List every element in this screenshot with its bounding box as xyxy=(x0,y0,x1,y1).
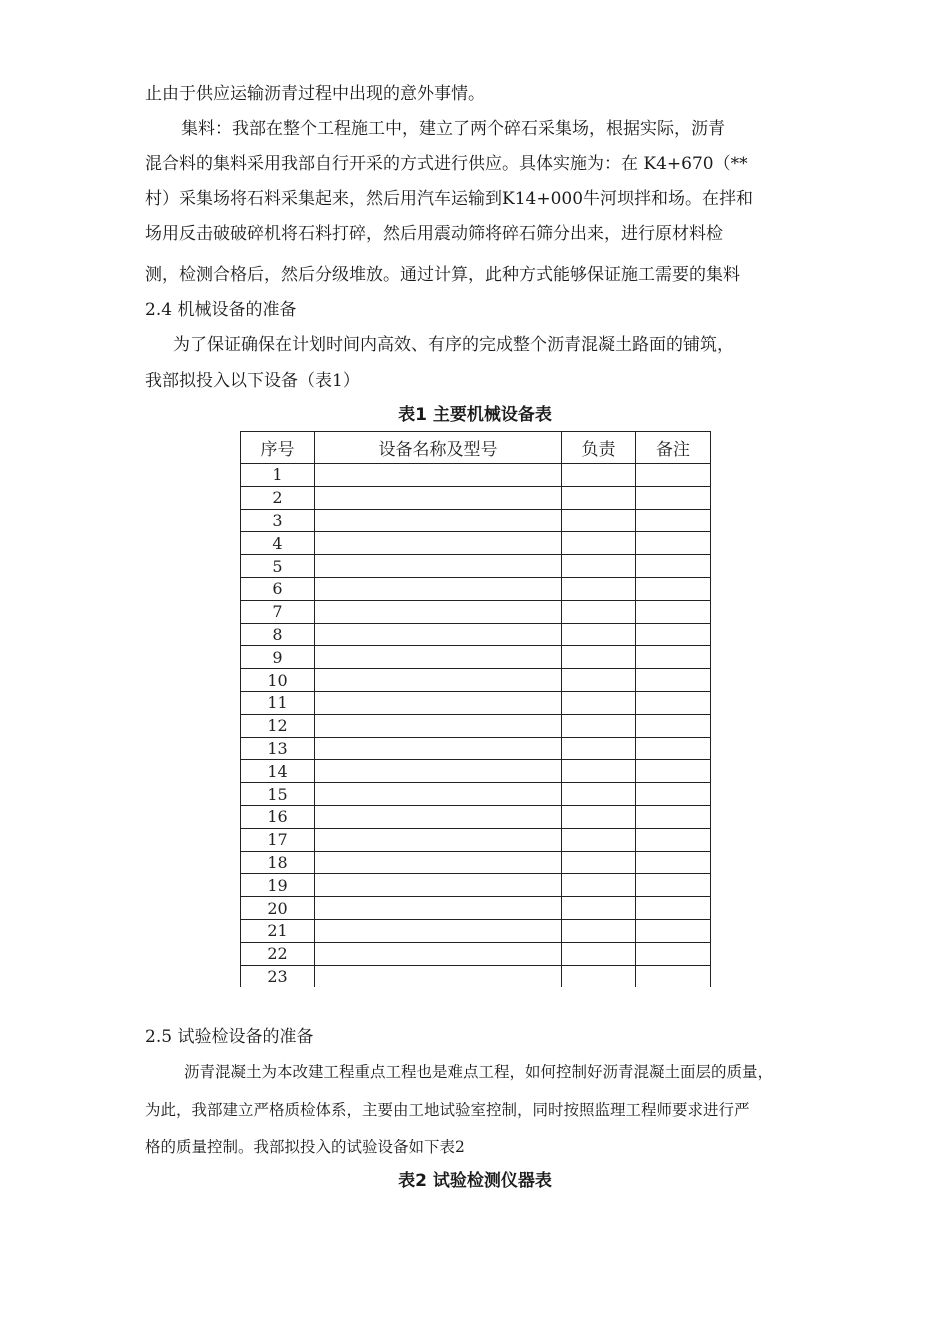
responsible-cell xyxy=(562,828,636,851)
table-row xyxy=(241,577,711,600)
remarks-cell xyxy=(636,783,711,806)
remarks-cell xyxy=(636,646,711,669)
responsible-cell xyxy=(562,509,636,532)
responsible-cell xyxy=(562,805,636,828)
responsible-cell xyxy=(562,874,636,897)
remarks-cell xyxy=(636,600,711,623)
equipment-table xyxy=(240,431,711,987)
remarks-cell xyxy=(636,897,711,920)
row-index-cell: 2 xyxy=(241,486,315,509)
responsible-cell xyxy=(562,851,636,874)
row-index-cell: 13 xyxy=(241,737,315,760)
table-row xyxy=(241,600,711,623)
row-index-cell: 7 xyxy=(241,600,315,623)
equipment-name-cell xyxy=(315,464,562,487)
header-responsible: 负责 xyxy=(562,432,636,464)
table-row xyxy=(241,919,711,942)
row-index-cell: 8 xyxy=(241,623,315,646)
table-row xyxy=(241,464,711,487)
responsible-cell xyxy=(562,532,636,555)
remarks-cell xyxy=(636,623,711,646)
remarks-cell xyxy=(636,509,711,532)
paragraph-line: 为此，我部建立严格质检体系，主要由工地试验室控制，同时按照监理工程师要求进行严 xyxy=(145,1101,750,1119)
responsible-cell xyxy=(562,919,636,942)
remarks-cell xyxy=(636,919,711,942)
paragraph-line: 格的质量控制。我部拟投入的试验设备如下表2 xyxy=(145,1138,465,1156)
equipment-name-cell xyxy=(315,486,562,509)
equipment-name-cell xyxy=(315,965,562,987)
row-index-cell: 12 xyxy=(241,714,315,737)
remarks-cell xyxy=(636,828,711,851)
equipment-name-cell xyxy=(315,828,562,851)
paragraph-line: 我部拟投入以下设备（表1） xyxy=(145,371,360,391)
remarks-cell xyxy=(636,714,711,737)
remarks-cell xyxy=(636,555,711,578)
table-body xyxy=(241,464,711,988)
paragraph-line: 沥青混凝土为本改建工程重点工程也是难点工程，如何控制好沥青混凝土面层的质量， xyxy=(184,1063,774,1081)
remarks-cell xyxy=(636,691,711,714)
table-row xyxy=(241,828,711,851)
table-row xyxy=(241,486,711,509)
section-heading: 2.5 试验检设备的准备 xyxy=(145,1027,314,1047)
equipment-name-cell xyxy=(315,509,562,532)
remarks-cell xyxy=(636,805,711,828)
responsible-cell xyxy=(562,737,636,760)
row-index-cell: 19 xyxy=(241,874,315,897)
paragraph-line: 混合料的集料采用我部自行开采的方式进行供应。具体实施为：在 K4+670（** xyxy=(145,154,748,174)
responsible-cell xyxy=(562,669,636,692)
row-index-cell: 5 xyxy=(241,555,315,578)
equipment-name-cell xyxy=(315,623,562,646)
table-row xyxy=(241,760,711,783)
responsible-cell xyxy=(562,555,636,578)
table-row xyxy=(241,691,711,714)
equipment-name-cell xyxy=(315,691,562,714)
row-index-cell: 4 xyxy=(241,532,315,555)
responsible-cell xyxy=(562,486,636,509)
responsible-cell xyxy=(562,464,636,487)
equipment-name-cell xyxy=(315,577,562,600)
equipment-name-cell xyxy=(315,805,562,828)
header-index: 序号 xyxy=(241,432,315,464)
equipment-name-cell xyxy=(315,942,562,965)
paragraph-line: 场用反击破破碎机将石料打碎，然后用震动筛将碎石筛分出来，进行原材料检 xyxy=(145,224,723,244)
row-index-cell: 3 xyxy=(241,509,315,532)
equipment-name-cell xyxy=(315,851,562,874)
equipment-name-cell xyxy=(315,783,562,806)
table-row xyxy=(241,805,711,828)
row-index-cell: 18 xyxy=(241,851,315,874)
paragraph-line: 村）采集场将石料采集起来，然后用汽车运输到K14+000牛河坝拌和场。在拌和 xyxy=(145,189,754,209)
paragraph-line: 止由于供应运输沥青过程中出现的意外事情。 xyxy=(145,84,485,104)
table-row xyxy=(241,714,711,737)
table-row xyxy=(241,532,711,555)
equipment-name-cell xyxy=(315,714,562,737)
table-row xyxy=(241,555,711,578)
row-index-cell: 21 xyxy=(241,919,315,942)
table-row xyxy=(241,623,711,646)
remarks-cell xyxy=(636,760,711,783)
header-equipment-name: 设备名称及型号 xyxy=(315,432,562,464)
row-index-cell: 17 xyxy=(241,828,315,851)
row-index-cell: 20 xyxy=(241,897,315,920)
equipment-name-cell xyxy=(315,532,562,555)
remarks-cell xyxy=(636,464,711,487)
table-row xyxy=(241,783,711,806)
equipment-name-cell xyxy=(315,555,562,578)
table-row xyxy=(241,965,711,987)
table-header-row xyxy=(241,432,711,464)
table-row xyxy=(241,942,711,965)
remarks-cell xyxy=(636,737,711,760)
table-caption: 表1 主要机械设备表 xyxy=(398,405,552,425)
remarks-cell xyxy=(636,486,711,509)
responsible-cell xyxy=(562,942,636,965)
remarks-cell xyxy=(636,851,711,874)
equipment-name-cell xyxy=(315,919,562,942)
table-row xyxy=(241,509,711,532)
equipment-name-cell xyxy=(315,874,562,897)
equipment-name-cell xyxy=(315,897,562,920)
row-index-cell: 15 xyxy=(241,783,315,806)
table-row xyxy=(241,851,711,874)
responsible-cell xyxy=(562,691,636,714)
row-index-cell: 9 xyxy=(241,646,315,669)
paragraph-line: 集料：我部在整个工程施工中，建立了两个碎石采集场，根据实际，沥青 xyxy=(181,119,725,139)
row-index-cell: 16 xyxy=(241,805,315,828)
responsible-cell xyxy=(562,965,636,987)
responsible-cell xyxy=(562,577,636,600)
responsible-cell xyxy=(562,783,636,806)
header-remarks: 备注 xyxy=(636,432,711,464)
equipment-name-cell xyxy=(315,737,562,760)
section-heading: 2.4 机械设备的准备 xyxy=(145,300,297,320)
remarks-cell xyxy=(636,942,711,965)
table-row xyxy=(241,669,711,692)
remarks-cell xyxy=(636,874,711,897)
remarks-cell xyxy=(636,532,711,555)
table-row xyxy=(241,737,711,760)
row-index-cell: 10 xyxy=(241,669,315,692)
table-row xyxy=(241,897,711,920)
row-index-cell: 1 xyxy=(241,464,315,487)
row-index-cell: 22 xyxy=(241,942,315,965)
paragraph-line: 为了保证确保在计划时间内高效、有序的完成整个沥青混凝土路面的铺筑， xyxy=(173,335,734,355)
responsible-cell xyxy=(562,600,636,623)
table-row xyxy=(241,646,711,669)
row-index-cell: 23 xyxy=(241,965,315,987)
paragraph-line: 测，检测合格后，然后分级堆放。通过计算，此种方式能够保证施工需要的集料 xyxy=(145,265,740,285)
equipment-name-cell xyxy=(315,760,562,783)
table-row xyxy=(241,874,711,897)
remarks-cell xyxy=(636,577,711,600)
responsible-cell xyxy=(562,714,636,737)
equipment-name-cell xyxy=(315,646,562,669)
row-index-cell: 11 xyxy=(241,691,315,714)
remarks-cell xyxy=(636,965,711,987)
equipment-name-cell xyxy=(315,600,562,623)
remarks-cell xyxy=(636,669,711,692)
responsible-cell xyxy=(562,623,636,646)
row-index-cell: 6 xyxy=(241,577,315,600)
responsible-cell xyxy=(562,897,636,920)
responsible-cell xyxy=(562,646,636,669)
responsible-cell xyxy=(562,760,636,783)
equipment-name-cell xyxy=(315,669,562,692)
table-caption: 表2 试验检测仪器表 xyxy=(398,1171,552,1191)
row-index-cell: 14 xyxy=(241,760,315,783)
